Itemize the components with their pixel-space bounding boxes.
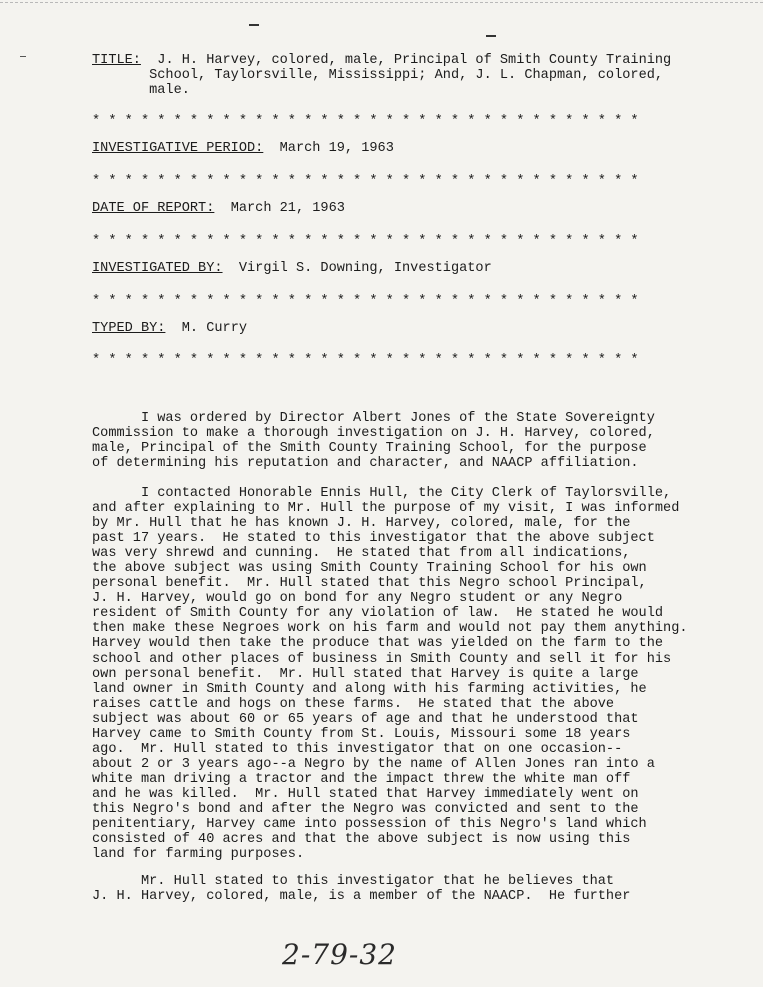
- text-line: Harvey would then take the produce that was yielded on the farm to the: [92, 636, 664, 652]
- text-line: white man driving a tractor and the impact threw the white man off: [92, 771, 631, 787]
- text-line: was very shrewd and cunning. He stated that from all indications,: [92, 546, 631, 562]
- text-line: consisted of 40 acres and that the above subject is now using this: [92, 832, 631, 848]
- text-line: ago. Mr. Hull stated to this investigator that on one occasion--: [92, 741, 623, 757]
- title-label: TITLE:: [92, 53, 141, 68]
- text-line: J. H. Harvey, colored, male, is a member of the NAACP. He further: [92, 889, 631, 905]
- title-line-2: School, Taylorsville, Mississippi; And, J. L. Chapman, colored,: [149, 68, 664, 83]
- investigative-period-row: [92, 141, 394, 156]
- text-line: personal benefit. Mr. Hull stated that this Negro school Principal,: [92, 576, 647, 592]
- text-line: the above subject was using Smith County Training School for his own: [92, 561, 647, 577]
- handwritten-file-number: 2-79-32: [282, 938, 397, 971]
- report-title-block: [92, 53, 742, 98]
- investigative-period-label: INVESTIGATIVE PERIOD:: [92, 141, 264, 156]
- investigated-by-value: Virgil S. Downing, Investigator: [238, 261, 492, 276]
- text-line: penitentiary, Harvey came into possession of this Negro's land which: [92, 817, 647, 833]
- text-line: I was ordered by Director Albert Jones of the State Sovereignty: [92, 411, 655, 426]
- paragraph-2: [92, 486, 757, 862]
- text-line: about 2 or 3 years ago--a Negro by the name of Allen Jones ran into a: [92, 756, 655, 772]
- text-line: I contacted Honorable Ennis Hull, the City Clerk of Taylorsville,: [92, 486, 672, 501]
- typed-by-row: [92, 321, 247, 336]
- investigated-by-label: INVESTIGATED BY:: [92, 261, 223, 276]
- text-line: and after explaining to Mr. Hull the purpose of my visit, I was informed: [92, 501, 680, 517]
- investigated-by-row: [92, 261, 492, 276]
- text-line: male, Principal of the Smith County Training School, for the purpose: [92, 441, 647, 457]
- text-line: Commission to make a thorough investigation on J. H. Harvey, colored,: [92, 426, 655, 442]
- title-line-1: TITLE: J. H. Harvey, colored, male, Principal of Smith County Training: [92, 53, 672, 68]
- separator-stars: * * * * * * * * * * * * * * * * * * * * * * * * * * * * * * * * * *: [92, 174, 639, 189]
- text-line: subject was about 60 or 65 years of age and that he understood that: [92, 711, 639, 727]
- text-line: raises cattle and hogs on these farms. He stated that the above: [92, 696, 615, 712]
- scan-mark: [249, 24, 259, 26]
- date-of-report-value: March 21, 1963: [230, 201, 345, 216]
- typed-by-value: M. Curry: [181, 321, 248, 336]
- text-line: resident of Smith County for any violation of law. He stated he would: [92, 606, 664, 622]
- text-line: by Mr. Hull that he has known J. H. Harvey, colored, male, for the: [92, 516, 631, 532]
- text-line: land for farming purposes.: [92, 847, 305, 863]
- separator-stars: * * * * * * * * * * * * * * * * * * * * * * * * * * * * * * * * * *: [92, 353, 639, 368]
- text-line: then make these Negroes work on his farm and would not pay them anything.: [92, 621, 688, 637]
- title-line-3: male.: [149, 83, 190, 98]
- typed-by-label: TYPED BY:: [92, 321, 166, 336]
- text-line: land owner in Smith County and along with his farming activities, he: [92, 681, 647, 697]
- text-line: of determining his reputation and character, and NAACP affiliation.: [92, 456, 639, 472]
- text-line: past 17 years. He stated to this investigator that the above subject: [92, 531, 655, 547]
- text-line: Harvey came to Smith County from St. Louis, Missouri some 18 years: [92, 726, 631, 742]
- text-line: school and other places of business in Smith County and sell it for his: [92, 651, 672, 667]
- text-line: this Negro's bond and after the Negro was convicted and sent to the: [92, 801, 639, 817]
- text-line: Mr. Hull stated to this investigator that he believes that: [92, 874, 615, 889]
- text-line: J. H. Harvey, would go on bond for any Negro student or any Negro: [92, 591, 623, 607]
- scan-mark: [20, 56, 26, 57]
- scan-mark: [486, 35, 496, 37]
- investigative-period-value: March 19, 1963: [279, 141, 394, 156]
- text-line: own personal benefit. Mr. Hull stated that Harvey is quite a large: [92, 666, 639, 682]
- paragraph-3: [92, 874, 757, 904]
- separator-stars: * * * * * * * * * * * * * * * * * * * * * * * * * * * * * * * * * *: [92, 294, 639, 309]
- separator-stars: * * * * * * * * * * * * * * * * * * * * * * * * * * * * * * * * * *: [92, 234, 639, 249]
- paragraph-1: [92, 411, 757, 471]
- text-line: and he was killed. Mr. Hull stated that Harvey immediately went on: [92, 786, 639, 802]
- date-of-report-row: [92, 201, 345, 216]
- separator-stars: * * * * * * * * * * * * * * * * * * * * * * * * * * * * * * * * * *: [92, 114, 639, 129]
- date-of-report-label: DATE OF REPORT:: [92, 201, 215, 216]
- page-top-edge: [0, 2, 763, 3]
